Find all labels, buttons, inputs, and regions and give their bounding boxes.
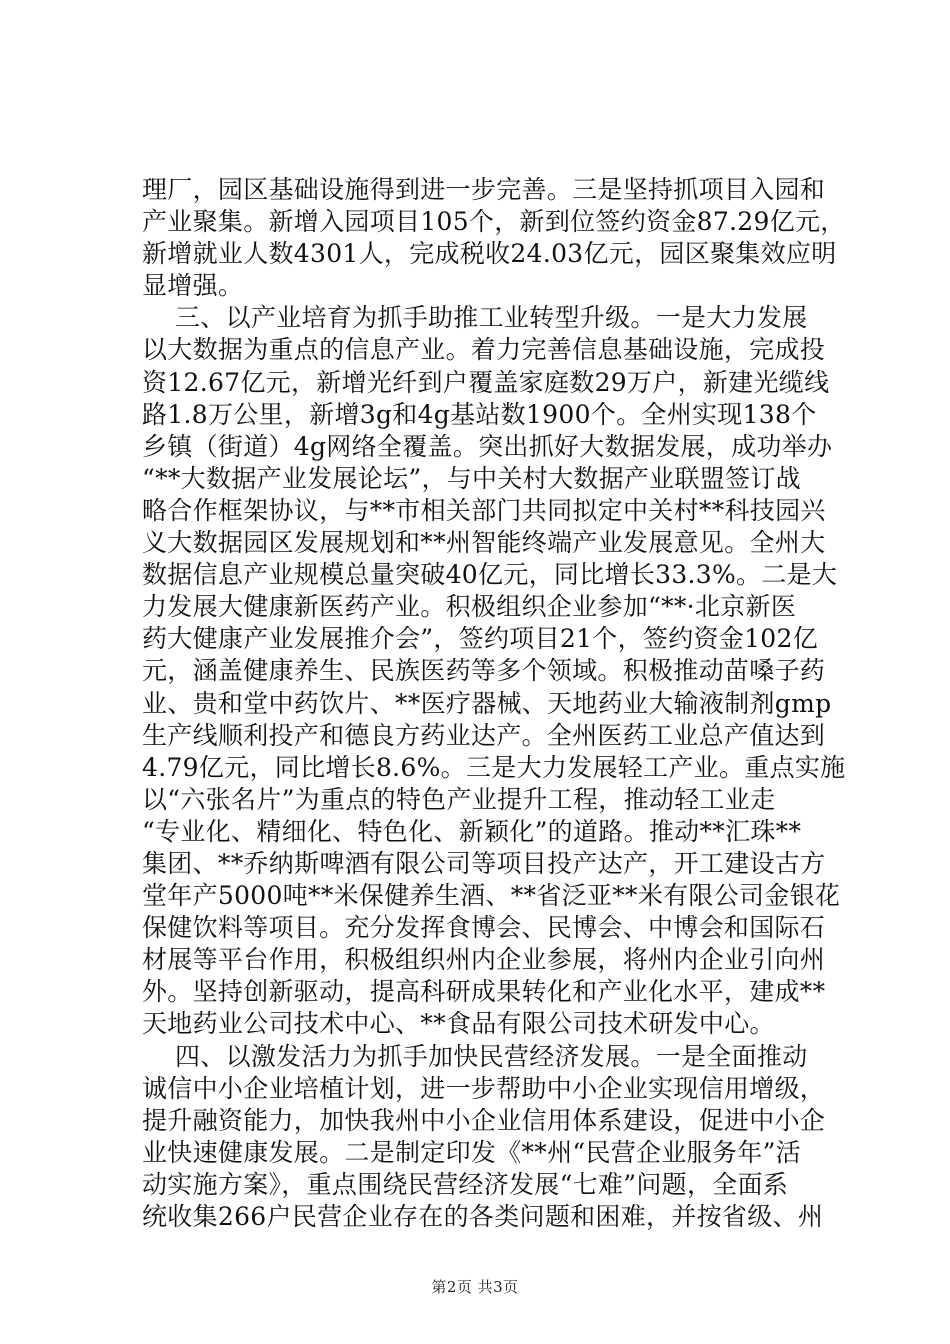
text-line: 4.79亿元，同比增长8.6%。三是大力发展轻工产业。重点实施 (142, 752, 846, 782)
text-line: 义大数据园区发展规划和**州智能终端产业发展意见。全州大 (142, 528, 826, 558)
text-line: 业、贵和堂中药饮片、**医疗器械、天地药业大输液制剂gmp (142, 688, 832, 718)
text-line: “**大数据产业发展论坛”，与中关村大数据产业联盟签订战 (142, 463, 801, 493)
text-line: 力发展大健康新医药产业。积极组织企业参加“**·北京新医 (142, 592, 797, 622)
text-line: 药大健康产业发展推介会”，签约项目21个，签约资金102亿 (142, 624, 819, 654)
body-text (142, 174, 846, 1233)
text-line: 元，涵盖健康养生、民族医药等多个领域。积极推动苗嗓子药 (142, 656, 826, 686)
text-line: 产业聚集。新增入园项目105个，新到位签约资金87.29亿元， (142, 207, 846, 237)
section-heading-line: 三、以产业培育为抓手助推工业转型升级。一是大力发展 (142, 303, 808, 333)
text-line: 以“六张名片”为重点的特色产业提升工程，推动轻工业走 (142, 784, 776, 814)
text-line: 统收集266户民营企业存在的各类问题和困难，并按省级、州 (142, 1202, 824, 1231)
text-line: 略合作框架协议，与**市相关部门共同拟定中关村**科技园兴 (142, 495, 826, 525)
text-line: 新增就业人数4301人，完成税收24.03亿元，园区聚集效应明 (142, 239, 837, 269)
text-line: 生产线顺利投产和德良方药业达产。全州医药工业总产值达到 (142, 720, 826, 750)
text-line: 动实施方案》，重点围绕民营经济发展“七难”问题，全面系 (142, 1169, 789, 1199)
page-footer (0, 1276, 950, 1297)
text-line: 以大数据为重点的信息产业。着力完善信息基础设施，完成投 (142, 335, 826, 365)
text-line: 显增强。 (142, 271, 244, 301)
text-line: 业快速健康发展。二是制定印发《**州“民营企业服务年”活 (142, 1137, 801, 1167)
section-heading-line: 四、以激发活力为抓手加快民营经济发展。一是全面推动 (142, 1041, 808, 1071)
text-line: 集团、**乔纳斯啤酒有限公司等项目投产达产，开工建设古方 (142, 848, 826, 878)
text-line: 保健饮料等项目。充分发挥食博会、民博会、中博会和国际石 (142, 913, 826, 943)
text-line: 路1.8万公里，新增3g和4g基站数1900个。全州实现138个 (142, 399, 817, 429)
page-indicator: 第2页 共3页 (431, 1278, 519, 1296)
text-line: “专业化、精细化、特色化、新颖化”的道路。推动**汇珠** (142, 816, 802, 846)
text-line: 理厂，园区基础设施得到进一步完善。三是坚持抓项目入园和 (142, 175, 826, 204)
text-line: 提升融资能力，加快我州中小企业信用体系建设，促进中小企 (142, 1105, 826, 1135)
text-line: 天地药业公司技术中心、**食品有限公司技术研发中心。 (142, 1009, 775, 1039)
text-line: 材展等平台作用，积极组织州内企业参展，将州内企业引向州 (142, 945, 826, 975)
text-line: 外。坚持创新驱动，提高科研成果转化和产业化水平，建成** (142, 977, 826, 1007)
text-line: 资12.67亿元，新增光纤到户覆盖家庭数29万户，新建光缆线 (142, 367, 830, 397)
text-line: 诚信中小企业培植计划，进一步帮助中小企业实现信用增级， (142, 1073, 826, 1103)
text-line: 堂年产5000吨**米保健养生酒、**省泛亚**米有限公司金银花 (142, 881, 841, 911)
text-line: 乡镇（街道）4g网络全覆盖。突出抓好大数据发展，成功举办 (142, 431, 833, 461)
text-line: 数据信息产业规模总量突破40亿元，同比增长33.3%。二是大 (142, 560, 838, 590)
